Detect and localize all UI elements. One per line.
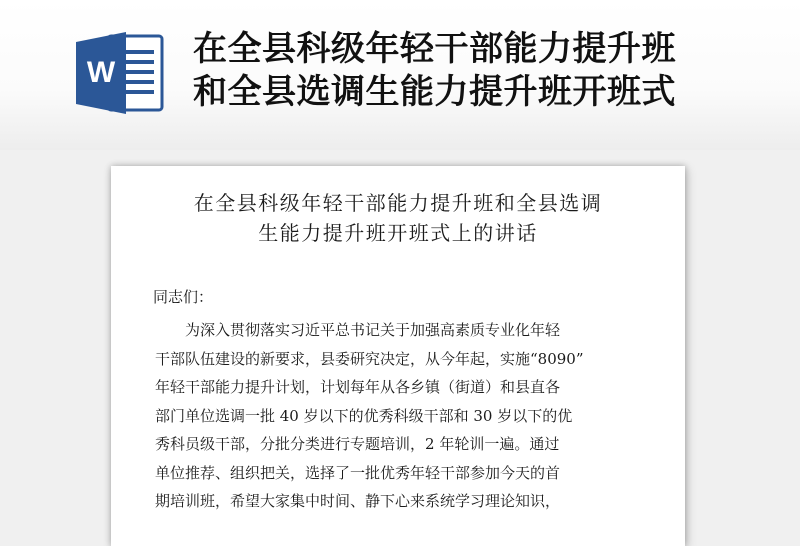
body-line: 干部队伍建设的新要求，县委研究决定，从今年起，实施“8090” [155,349,584,368]
page-title [193,28,793,114]
salutation: 同志们： [153,288,214,306]
page-title-line: 在全县科级年轻干部能力提升班 [193,29,676,69]
body-line: 秀科员级干部，分批分类进行专题培训，2 年轮训一遍。通过 [155,435,560,453]
header-banner [0,0,800,150]
word-icon-letter: W [86,56,116,89]
body-line: 单位推荐、组织把关，选择了一批优秀年轻干部参加今天的首 [155,463,561,482]
body-line: 年轻干部能力提升计划，计划每年从各乡镇（街道）和县直各 [155,378,561,396]
document-title-line: 在全县科级年轻干部能力提升班和全县选调 [193,191,603,215]
document-title-line: 生能力提升班开班式上的讲话 [258,221,538,245]
document-body [155,316,655,516]
body-line: 期培训班，希望大家集中时间、静下心来系统学习理论知识， [155,492,561,510]
body-line: 部门单位选调一批 40 岁以下的优秀科级干部和 30 岁以下的优 [155,406,573,425]
body-line: 为深入贯彻落实习近平总书记关于加强高素质专业化年轻 [185,321,561,339]
microsoft-word-icon [74,30,166,116]
page-title-line: 和全县选调生能力提升班开班式 [193,72,676,112]
document-page [111,166,685,546]
document-title [111,188,685,248]
